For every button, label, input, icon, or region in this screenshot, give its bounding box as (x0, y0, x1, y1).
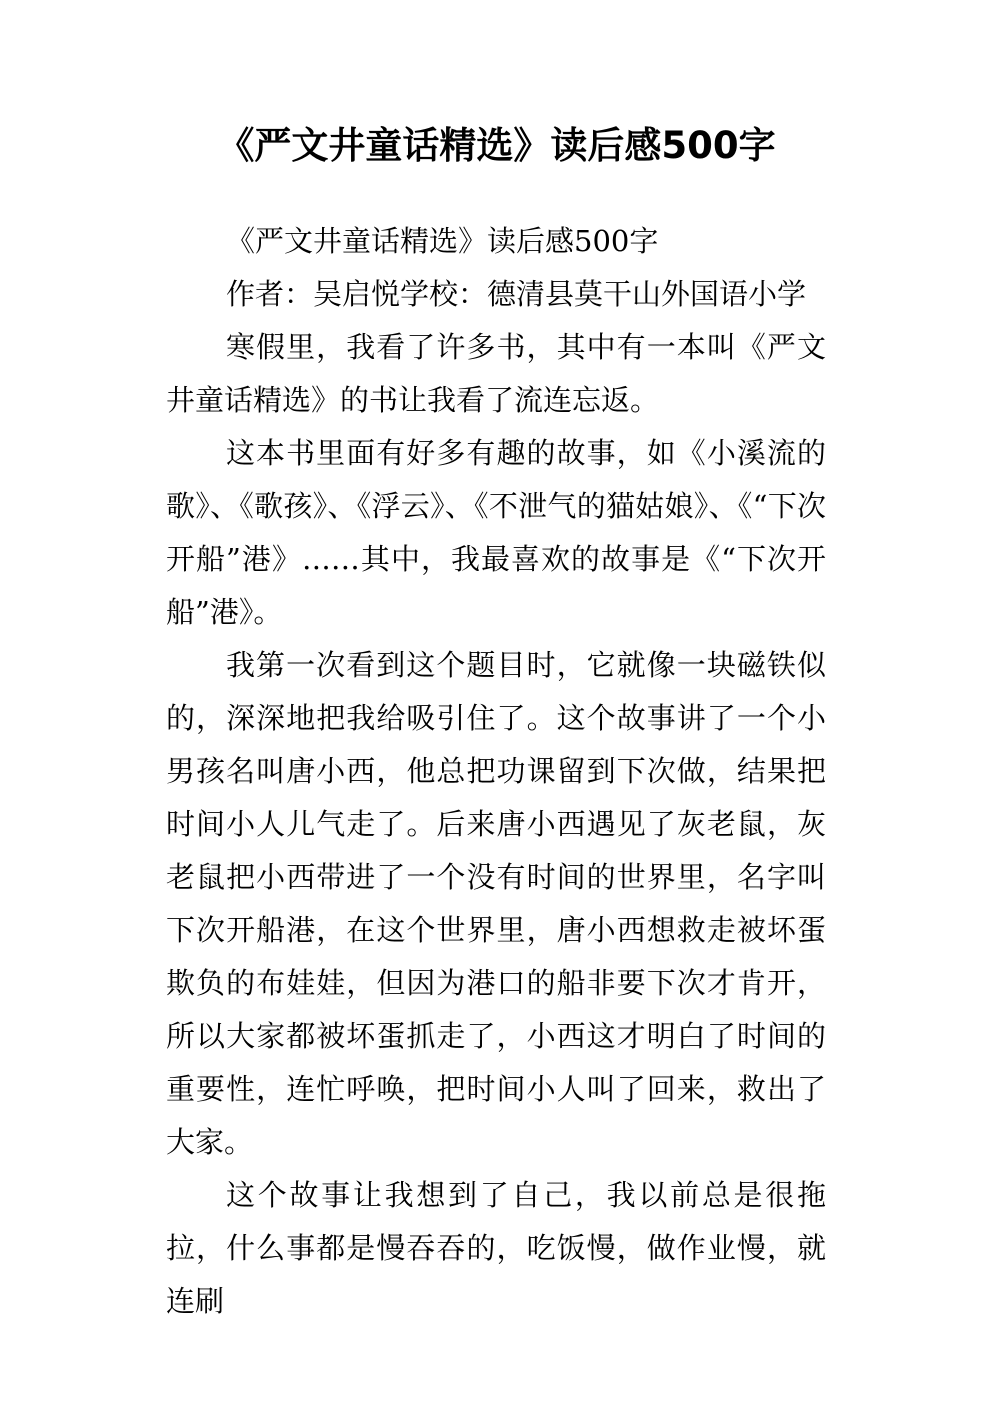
paragraph: 这个故事让我想到了自己，我以前总是很拖拉，什么事都是慢吞吞的，吃饭慢，做作业慢，就连刷 (166, 1178, 826, 1318)
paragraph: 我第一次看到这个题目时，它就像一块磁铁似的，深深地把我给吸引住了。这个故事讲了一个小男孩名叫唐小西，他总把功课留到下次做，结果把时间小人儿气走了。后来唐小西遇见了灰老鼠，灰老鼠把小西带进了一个没有时间的世界里，名字叫下次开船港，在这个世界里，唐小西想救走被坏蛋欺负的布娃娃，但因为港口的船非要下次才肯开，所以大家都被坏蛋抓走了，小西这才明白了时间的重要性，连忙呼唤，把时间小人叫了回来，救出了大家。 (166, 648, 826, 1159)
paragraph: 寒假里，我看了许多书，其中有一本叫《严文井童话精选》的书让我看了流连忘返。 (166, 330, 826, 417)
paragraph: 这本书里面有好多有趣的故事，如《小溪流的歌》、《歌孩》、《浮云》、《不泄气的猫姑娘》、《“下次开船”港》……其中，我最喜欢的故事是《“下次开船”港》。 (166, 436, 826, 629)
paragraph-subtitle: 《严文井童话精选》读后感500字 (226, 224, 659, 258)
document-title: 《严文井童话精选》读后感500字 (217, 124, 776, 167)
paragraph-author: 作者：吴启悦学校：德清县莫干山外国语小学 (226, 277, 807, 311)
document-body (166, 215, 826, 1328)
